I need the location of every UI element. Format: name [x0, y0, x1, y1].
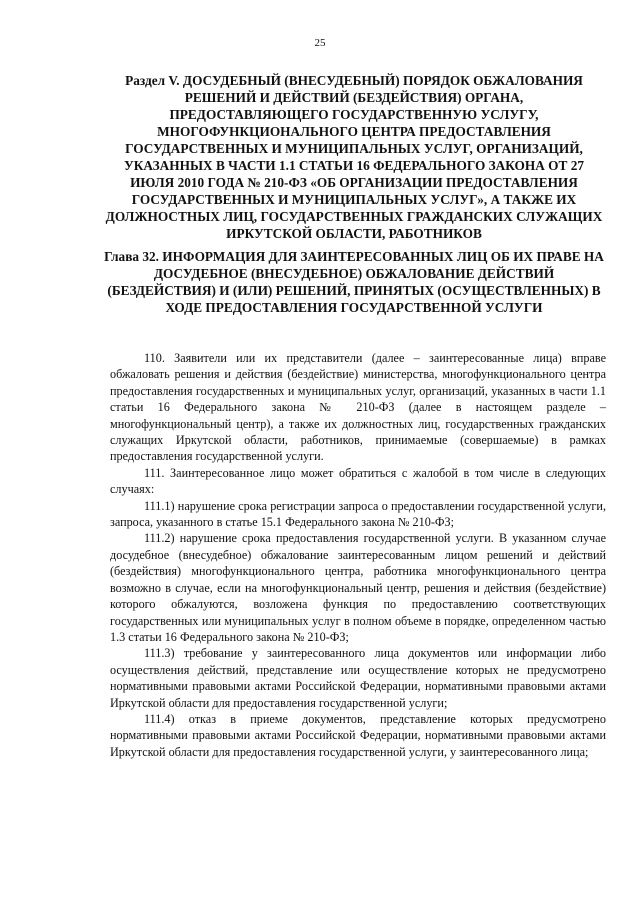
document-body [110, 350, 606, 760]
page-number: 25 [314, 37, 326, 49]
section-title: Раздел V. ДОСУДЕБНЫЙ (ВНЕСУДЕБНЫЙ) ПОРЯДОК ОБЖАЛОВАНИЯ РЕШЕНИЙ И ДЕЙСТВИЙ (БЕЗДЕЙСТВИЯ) ОРГАНА, ПРЕДОСТАВЛЯЮЩЕГО ГОСУДАРСТВЕННУЮ УСЛУГУ, МНОГОФУНКЦИОНАЛЬНОГО ЦЕНТРА ПРЕДОСТАВЛЕНИЯ ГОСУДАРСТВЕННЫХ И МУНИЦИПАЛЬНЫХ УСЛУГ, ОРГАНИЗАЦИЙ, УКАЗАННЫХ В ЧАСТИ 1.1 СТАТЬИ 16 ФЕДЕРАЛЬНОГО ЗАКОНА ОТ 27 ИЮЛЯ 2010 ГОДА № 210-ФЗ «ОБ ОРГАНИЗАЦИИ ПРЕДОСТАВЛЕНИЯ ГОСУДАРСТВЕННЫХ И МУНИЦИПАЛЬНЫХ УСЛУГ», А ТАКЖЕ ИХ ДОЛЖНОСТНЫХ ЛИЦ, ГОСУДАРСТВЕННЫХ ГРАЖДАНСКИХ СЛУЖАЩИХ ИРКУТСКОЙ ОБЛАСТИ, РАБОТНИКОВ [105, 73, 603, 241]
paragraph-111-4: 111.4) отказ в приеме документов, представление которых предусмотрено нормативными правовыми актами Российской Федерации, нормативными правовыми актами Иркутской области для предоставления государственной услуги, у заинтересованного лица; [110, 711, 606, 759]
chapter-title: Глава 32. ИНФОРМАЦИЯ ДЛЯ ЗАИНТЕРЕСОВАННЫХ ЛИЦ ОБ ИХ ПРАВЕ НА ДОСУДЕБНОЕ (ВНЕСУДЕБНОЕ) ОБЖАЛОВАНИЕ ДЕЙСТВИЙ (БЕЗДЕЙСТВИЯ) И (ИЛИ) РЕШЕНИЙ, ПРИНЯТЫХ (ОСУЩЕСТВЛЕННЫХ) В ХОДЕ ПРЕДОСТАВЛЕНИЯ ГОСУДАРСТВЕННОЙ УСЛУГИ [104, 249, 604, 315]
paragraph-111: 111. Заинтересованное лицо может обратиться с жалобой в том числе в следующих случаях: [110, 465, 606, 497]
paragraph-111-3: 111.3) требование у заинтересованного лица документов или информации либо осуществления действий, представление или осуществление которых не предусмотрено нормативными правовыми актами Российской Федерации, нормативными правовыми актами Иркутской области для предоставления государственной услуги; [110, 646, 606, 710]
paragraph-111-2: 111.2) нарушение срока предоставления государственной услуги. В указанном случае досудебное (внесудебное) обжалование заинтересованным лицом решений и действий (бездействия) многофункционального центра, работника многофункционального центра возможно в случае, если на многофункциональный центр, решения и действия (бездействие) которого обжалуются, возложена функция по предоставлению соответствующих государственных или муниципальных услуг в полном объеме в порядке, определенном частью 1.3 статьи 16 Федерального закона № 210-ФЗ; [110, 531, 606, 644]
paragraph-110: 110. Заявители или их представители (далее – заинтересованные лица) вправе обжаловать решения и действия (бездействие) министерства, многофункционального центра предоставления государственных и муниципальных услуг, организаций, указанных в части 1.1 статьи 16 Федерального закона № 210-ФЗ (далее в настоящем разделе – многофункциональный центр), а также их должностных лиц, государственных гражданских служащих Иркутской области, работников, принимаемые (совершаемые) в рамках предоставления государственной услуги. [110, 351, 606, 464]
paragraph-111-1: 111.1) нарушение срока регистрации запроса о предоставлении государственной услуги, запроса, указанного в статье 15.1 Федерального закона № 210-ФЗ; [110, 498, 606, 530]
